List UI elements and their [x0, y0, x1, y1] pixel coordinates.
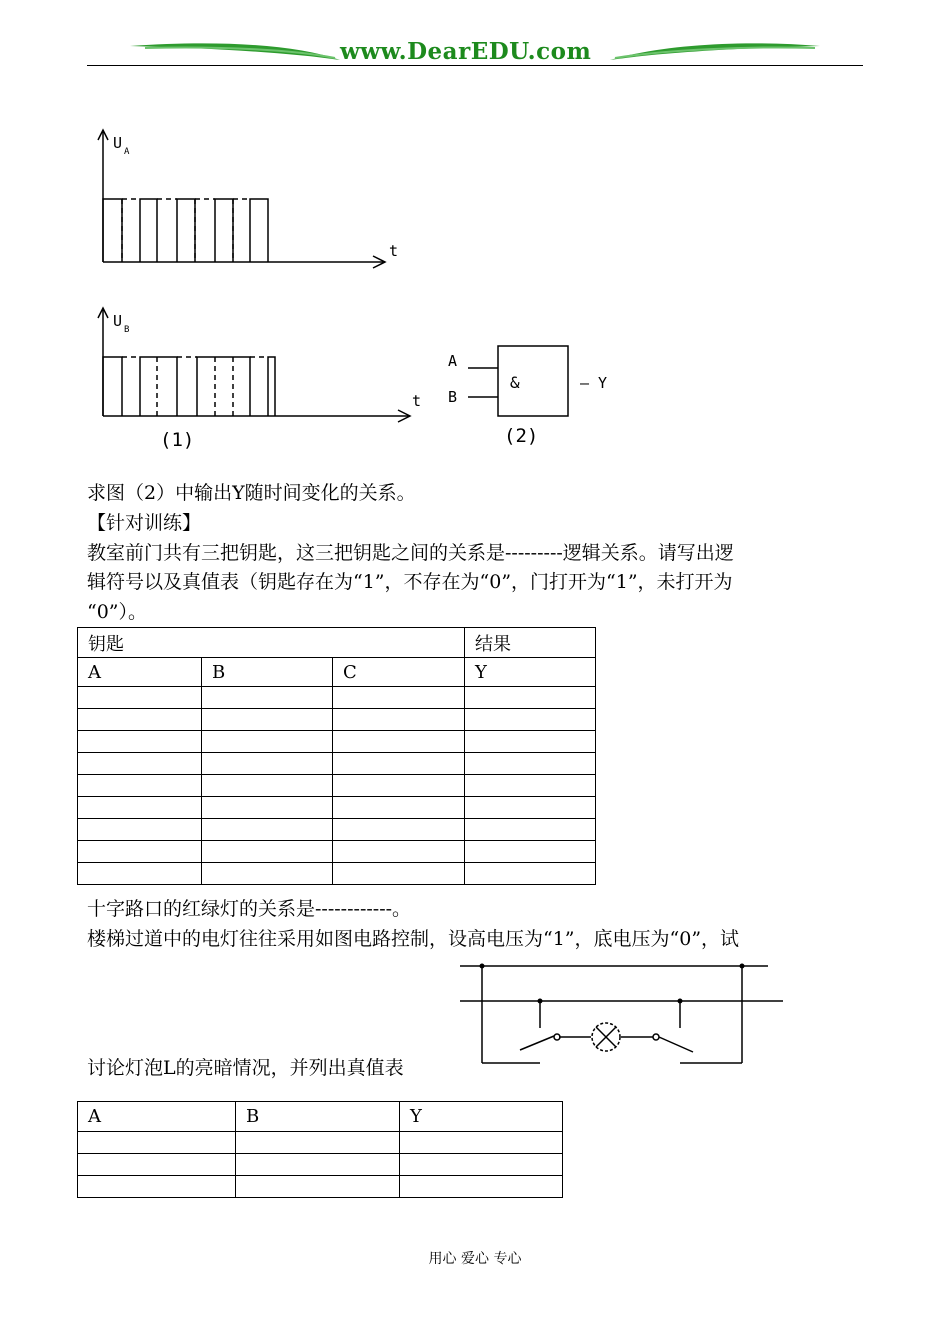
figure-waveforms-gate [80, 120, 640, 460]
table-cell [78, 731, 202, 753]
header-result: 结果 [465, 628, 596, 658]
table-cell [333, 687, 465, 709]
table-cell [78, 775, 202, 797]
caption-2: (2) [504, 425, 539, 447]
t2-col-b: B [236, 1102, 400, 1132]
table-row [78, 863, 596, 885]
table-cell [78, 753, 202, 775]
table-header-row [78, 628, 596, 658]
col-c: C [333, 658, 465, 687]
table-cell [333, 731, 465, 753]
footer-text: 用心 爱心 专心 [428, 1251, 522, 1267]
table-cell [465, 753, 596, 775]
gate-input-b: B [448, 388, 458, 406]
table-cell [78, 709, 202, 731]
table-cell [78, 797, 202, 819]
table-row [78, 1132, 563, 1154]
table-cell [78, 1132, 236, 1154]
table-cell [78, 1154, 236, 1176]
table-cell [202, 863, 333, 885]
col-a: A [78, 658, 202, 687]
gate-symbol: & [510, 373, 520, 392]
caption-1: (1) [160, 429, 195, 451]
table-cell [400, 1176, 563, 1198]
and-gate-box [498, 346, 568, 416]
gate-input-a: A [448, 352, 458, 370]
ub-pulse-train [103, 357, 275, 416]
traffic-text: 十字路口的红绿灯的关系是------------。 [87, 898, 412, 920]
ub-label: U [113, 312, 123, 330]
table-cell [202, 731, 333, 753]
t2-col-a: A [78, 1102, 236, 1132]
table-cell [78, 863, 202, 885]
header-keys: 钥匙 [78, 628, 465, 658]
table-row [78, 775, 596, 797]
table-row [78, 731, 596, 753]
table-column-row [78, 658, 596, 687]
switch-right [659, 1037, 693, 1052]
ua-pulse-train [103, 199, 268, 262]
table-row [78, 753, 596, 775]
table-cell [465, 709, 596, 731]
table-cell [78, 1176, 236, 1198]
ua-label-sub: A [124, 147, 130, 157]
table-cell [236, 1154, 400, 1176]
para1-line3: “0”）。 [87, 601, 148, 623]
t2-col-y: Y [400, 1102, 563, 1132]
table-cell [400, 1154, 563, 1176]
table-cell [333, 797, 465, 819]
table-cell [78, 841, 202, 863]
table-cell [465, 841, 596, 863]
ua-label: U [113, 134, 123, 152]
table-cell [465, 687, 596, 709]
table-cell [333, 819, 465, 841]
table-cell [78, 687, 202, 709]
switch-right-pivot [653, 1034, 659, 1040]
table-cell [202, 753, 333, 775]
truth-table-keys [77, 627, 596, 885]
para1-line2: 辑符号以及真值表（钥匙存在为“1”，不存在为“0”，门打开为“1”，未打开为 [87, 571, 733, 593]
table-row [78, 797, 596, 819]
table-cell [465, 731, 596, 753]
col-b: B [202, 658, 333, 687]
table-cell [202, 819, 333, 841]
col-y: Y [465, 658, 596, 687]
table2-header-row [78, 1102, 563, 1132]
table-cell [202, 775, 333, 797]
table-row [78, 819, 596, 841]
site-logo-text: www.DearEDU.com [340, 38, 592, 65]
table-row [78, 709, 596, 731]
ub-label-sub: B [124, 325, 130, 335]
gate-output: — Y [580, 374, 608, 392]
table-cell [333, 841, 465, 863]
header-rule [87, 65, 863, 66]
table-row [78, 841, 596, 863]
ub-t-label: t [412, 392, 422, 410]
table-cell [236, 1176, 400, 1198]
table-cell [333, 775, 465, 797]
table-row [78, 1154, 563, 1176]
table-cell [333, 709, 465, 731]
table-cell [78, 819, 202, 841]
table-cell [465, 819, 596, 841]
table-cell [202, 841, 333, 863]
table-cell [202, 687, 333, 709]
table-cell [333, 753, 465, 775]
truth-table-lamp [77, 1101, 563, 1198]
ua-t-label: t [389, 242, 399, 260]
table-cell [465, 863, 596, 885]
staircase-circuit [455, 958, 790, 1073]
stair-line1: 楼梯过道中的电灯往往采用如图电路控制，设高电压为“1”，底电压为“0”，试 [87, 928, 740, 950]
question-text: 求图（2）中输出Y随时间变化的关系。 [87, 482, 416, 504]
stair-line2: 讨论灯泡L的亮暗情况，并列出真值表 [87, 1057, 404, 1079]
table-cell [333, 863, 465, 885]
section-heading: 【针对训练】 [87, 512, 202, 534]
switch-left [520, 1036, 554, 1050]
table-row [78, 1176, 563, 1198]
table-cell [202, 797, 333, 819]
table-cell [465, 797, 596, 819]
table-cell [400, 1132, 563, 1154]
table-cell [236, 1132, 400, 1154]
table-row [78, 687, 596, 709]
para1-line1: 教室前门共有三把钥匙，这三把钥匙之间的关系是---------逻辑关系。请写出逻 [87, 542, 734, 564]
table-cell [465, 775, 596, 797]
table-cell [202, 709, 333, 731]
